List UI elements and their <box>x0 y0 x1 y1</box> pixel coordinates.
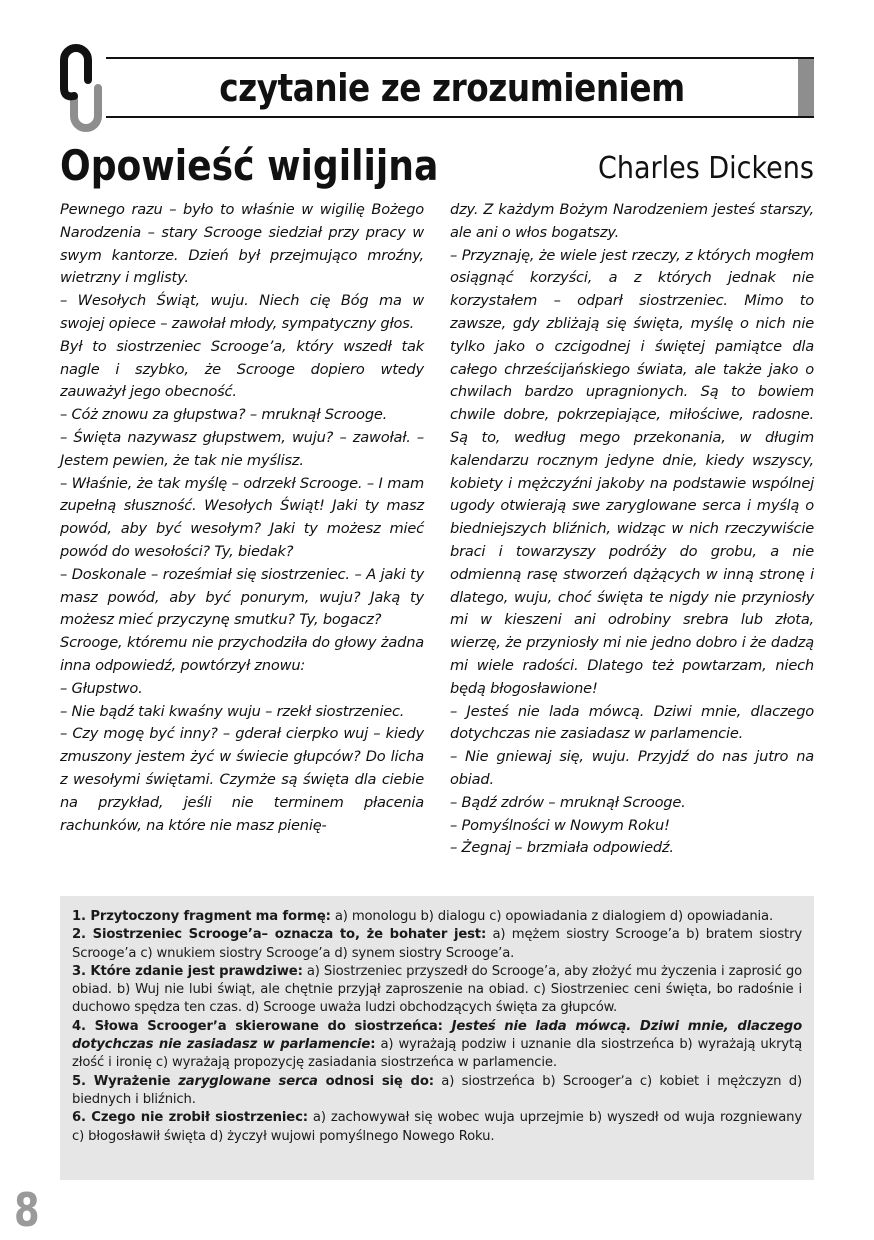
story-paragraph: – Czy mogę być inny? – gderał cierpko wuj – kiedy zmuszony jestem żyć w świecie głupców? Do licha z wesołymi świętami. Czymże są święta dla ciebie na przykład, jeśli nie terminem płacenia rachunków, na które nie masz pienię- <box>60 725 424 834</box>
story-paragraph: – Właśnie, że tak myślę – odrzekł Scrooge. – I mam zupełną słuszność. Wesołych Świąt! Jaki ty masz powód, aby być wesołym? Jaki ty możesz mieć powód do wesołości? Ty, biedak? <box>60 474 424 560</box>
question-label: 4. Słowa Scroogerʼa skierowane do siostrzeńca: <box>72 1018 452 1034</box>
page-number: 8 <box>14 1183 40 1237</box>
section-title: czytanie ze zrozumieniem <box>219 66 685 110</box>
question-label: 5. Wyrażenie <box>72 1073 179 1089</box>
story-paragraph: – Żegnaj – brzmiała odpowiedź. <box>450 839 674 857</box>
story-paragraph: – Święta nazywasz głupstwem, wuju? – zawołał. – Jestem pewien, że tak nie myślisz. <box>60 428 424 469</box>
story-paragraph: Był to siostrzeniec Scrooge’a, który wszedł tak nagle i szybko, że Scrooge dopiero wtedy zauważył jego obecność. <box>60 337 424 401</box>
question-answers: a) wyrażają podziw i uznanie dla siostrzeńca b) wyrażają ukrytą złość i ironię c) wyrażają propozycję zasiadania siostrzeńca w parlamencie. <box>72 1037 803 1071</box>
question-item <box>72 908 802 926</box>
comprehension-questions-box <box>60 896 814 1180</box>
question-item <box>72 1073 802 1110</box>
question-item <box>72 926 802 963</box>
story-paragraph: – Bądź zdrów – mruknął Scrooge. <box>450 793 686 811</box>
story-paragraph: – Doskonale – roześmiał się siostrzeniec. – A jaki ty masz powód, aby być ponurym, wuju? Jaką ty możesz mieć przyczynę smutku? Ty, bogacz? <box>60 565 424 629</box>
story-paragraph: – Przyznaję, że wiele jest rzeczy, z których mogłem osiągnąć korzyści, a z których jednak nie korzystałem – odparł siostrzeniec. Mimo to zawsze, gdy zbliżają się święta, myślę o nich nie tylko jako o czcigodnej i świętej pamiątce dla całego chrześcijańskiego świata, ale także jako o chwilach bardzo upragnionych. Są to bowiem chwile dobre, pokrzepiające, miłościwe, radosne. Są to, według mego przekonania, w długim kalendarzu rocznym jedyne dnie, kiedy wszyscy, kobiety i mężczyźni jakoby na podstawie wspólnej ugody otwierają swe zaryglowane serca i myślą o biedniejszych bliźnich, widząc w nich rzeczywiście braci i towarzyszy podróży do grobu, a nie odmienną rasę stworzeń dążących w inną stronę i dlatego, wuju, choć święta te nigdy nie przyniosły mi w kieszeni ani odrobiny srebra lub złota, wierzę, że przyniosły mi nie jedno dobro i że dadzą mi wiele radości. Dlatego też powtarzam, niech będą błogosławione! <box>450 246 814 697</box>
story-paragraph: – Pomyślności w Nowym Roku! <box>450 816 670 834</box>
story-paragraph: – Głupstwo. <box>60 679 143 697</box>
question-item <box>72 1018 802 1073</box>
question-answers: a) mężem siostry Scrooge’a b) bratem siostry Scrooge’a c) wnukiem siostry Scrooge’a d) synem siostry Scrooge’a. <box>72 927 802 961</box>
question-answers: a) Siostrzeniec przyszedł do Scrooge’a, aby złożyć mu życzenia i zaprosić go obiad. b) Wuj nie lubi świąt, ale chętnie przyjął zaproszenie na obiad. c) Siostrzeniec ceni święta, bo radośnie i duchowo spędza ten czas. d) Scrooge uważa ludzi obchodzących święta za głupców. <box>72 963 803 1016</box>
story-author: Charles Dickens <box>598 151 814 186</box>
question-label-end: odnosi się do: <box>317 1073 434 1089</box>
story-paragraph: – Wesołych Świąt, wuju. Niech cię Bóg ma w swojej opiece – zawołał młody, sympatyczny głos. <box>60 292 424 332</box>
question-label: 6. Czego nie zrobił siostrzeniec: <box>72 1110 308 1126</box>
story-paragraph: – Nie bądź taki kwaśny wuju – rzekł siostrzeniec. <box>60 702 405 720</box>
story-paragraph: – Jesteś nie lada mówcą. Dziwi mnie, dlaczego dotychczas nie zasiadasz w parlamencie. <box>450 702 814 743</box>
header-bottom-rule <box>106 116 814 118</box>
story-paragraph: Scrooge, któremu nie przychodziła do głowy żadna inna odpowiedź, powtórzył znowu: <box>60 634 424 674</box>
question-item <box>72 1109 802 1146</box>
question-answers: a) zachowywał się wobec wuja uprzejmie b) wyszedł od wuja rozgniewany c) błogosławił święta d) życzył wujowi pomyślnego Nowego Roku. <box>72 1110 802 1144</box>
story-paragraph: – Cóż znowu za głupstwa? – mruknął Scrooge. <box>60 406 388 424</box>
story-paragraph: Pewnego razu – było to właśnie w wigilię Bożego Narodzenia – stary Scrooge siedział przy pracy w swym kantorze. Dzień był przejmująco mroźny, wietrzny i mglisty. <box>60 201 424 287</box>
question-answers: a) monologu b) dialogu c) opowiadania z dialogiem d) opowiadania. <box>330 909 774 924</box>
question-label: 3. Które zdanie jest prawdziwe: <box>72 963 303 979</box>
question-label: 1. Przytoczony fragment ma formę: <box>72 909 331 924</box>
question-answers: a) siostrzeńca b) Scroogerʼa c) kobiet i mężczyzn d) biednych i bliźnich. <box>72 1073 803 1107</box>
header-top-rule <box>106 57 814 59</box>
question-quote: Jesteś nie lada mówcą. Dziwi mnie, dlaczego dotychczas nie zasiadasz w parlamencie <box>72 1018 802 1053</box>
chain-link-icon <box>58 40 104 136</box>
story-paragraph: dzy. Z każdym Bożym Narodzeniem jesteś starszy, ale ani o włos bogatszy. <box>450 201 814 241</box>
question-label: 2. Siostrzeniec Scrooge’a– oznacza to, że bohater jest: <box>72 927 487 943</box>
story-title: Opowieść wigilijna <box>60 141 439 190</box>
story-paragraph: – Nie gniewaj się, wuju. Przyjdź do nas jutro na obiad. <box>450 748 814 788</box>
header-side-tab <box>798 59 814 116</box>
question-quote: zaryglowane serca <box>178 1073 318 1089</box>
story-text-right-column <box>450 199 814 860</box>
question-item <box>72 963 802 1018</box>
story-text-left-column <box>60 199 424 837</box>
question-label-end: : <box>370 1037 376 1053</box>
